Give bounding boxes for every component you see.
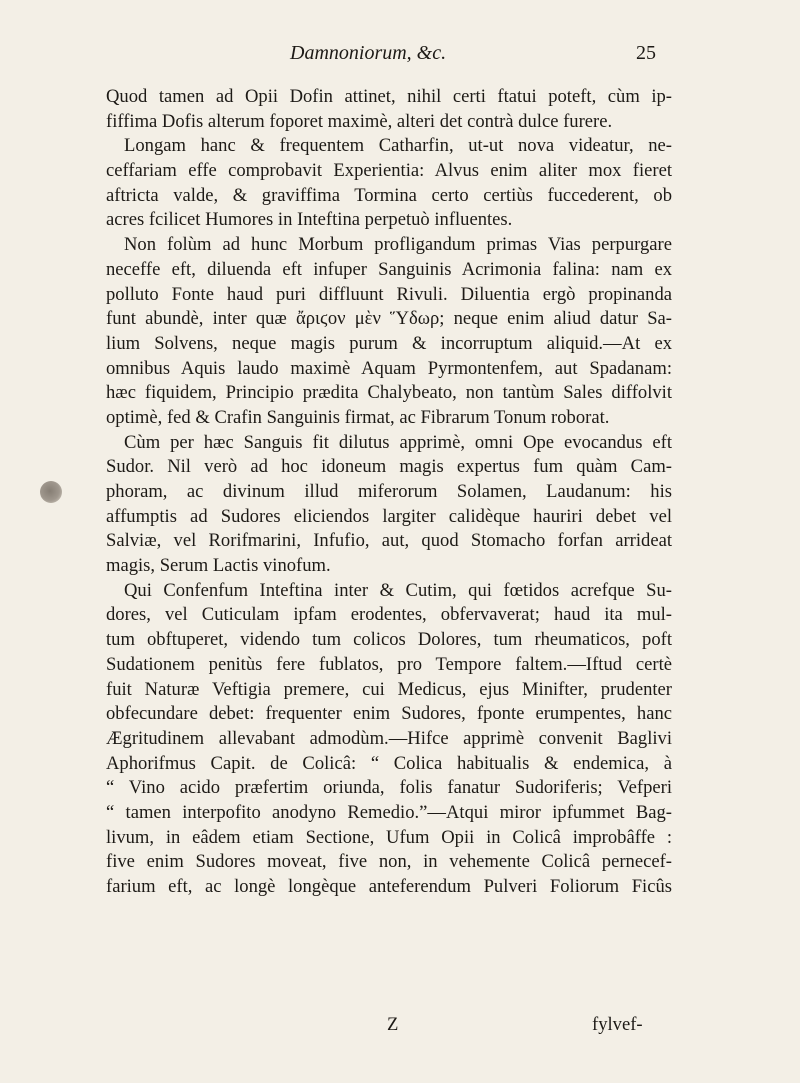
text-line: neceffe eft, diluenda eft infuper Sanguinis Acrimonia falina: nam ex	[106, 258, 672, 280]
text-line: phoram, ac divinum illud miferorum Solamen, Laudanum: his	[106, 481, 672, 502]
text-line: fiffima Dofis alterum foporet maximè, alteri det contrà dulce furere.	[106, 110, 613, 132]
text-line: aftricta valde, & graviffima Tormina certo certiùs fuccederent, ob	[106, 184, 672, 206]
text-line: tum obftuperet, videndo tum colicos Dolores, tum rheumaticos, poft	[106, 629, 672, 651]
text-line: Non folùm ad hunc Morbum profligandum primas Vias perpurgare	[124, 234, 672, 256]
paper-hole	[40, 481, 62, 503]
text-line: funt abundè, inter quæ ἄριϛον μὲν Ὕδωρ; neque enim aliud datur Sa-	[106, 308, 672, 330]
text-line: affumptis ad Sudores eliciendos largiter calidèque hauriri debet vel	[106, 505, 672, 527]
running-head	[0, 42, 800, 72]
text-line: ceffariam effe comprobavit Experientia: Alvus enim aliter mox fieret	[106, 160, 672, 182]
text-line: “ Vino acido præfertim oriunda, folis fanatur Sudoriferis; Vefperi	[106, 777, 672, 799]
text-line: Qui Confenfum Inteftina inter & Cutim, qui fœtidos acrefque Su-	[124, 579, 672, 601]
text-line: omnibus Aquis laudo maximè Aquam Pyrmontenfem, aut Spadanam:	[106, 357, 672, 379]
page-footer	[0, 1014, 800, 1040]
text-line: acres fcilicet Humores in Inteftina perpetuò influentes.	[106, 209, 513, 231]
text-line: optimè, fed & Crafin Sanguinis firmat, ac Fibrarum Tonum roborat.	[106, 406, 610, 428]
text-line: Sudor. Nil verò ad hoc idoneum magis expertus fum quàm Cam-	[106, 456, 672, 478]
text-line: dores, vel Cuticulam ipfam erodentes, obfervaverat; haud ita mul-	[106, 604, 672, 626]
text-line: lium Solvens, neque magis purum & incorruptum aliquid.—At ex	[106, 332, 672, 354]
text-line: Salviæ, vel Rorifmarini, Infufio, aut, quod Stomacho forfan arrideat	[106, 530, 672, 552]
signature-mark: Z	[387, 1014, 399, 1035]
text-line: Cùm per hæc Sanguis fit dilutus apprimè, omni Ope evocandus eft	[124, 431, 672, 453]
text-line: magis, Serum Lactis vinofum.	[106, 555, 331, 577]
text-line: livum, in eâdem etiam Sectione, Ufum Opii in Colicâ improbâffe :	[106, 826, 672, 848]
text-line: Sudationem penitùs fere fublatos, pro Tempore faltem.—Iftud certè	[106, 653, 672, 675]
running-title: Damnoniorum, &c.	[290, 42, 447, 64]
text-line: five enim Sudores moveat, five non, in vehemente Colicâ pernecef-	[106, 851, 672, 873]
text-line: polluto Fonte haud puri diffluunt Rivuli. Diluentia ergò propinanda	[106, 283, 672, 305]
text-line: fuit Naturæ Veftigia premere, cui Medicus, ejus Minifter, prudenter	[106, 678, 672, 700]
text-line: farium eft, ac longè longèque anteferendum Pulveri Foliorum Ficûs	[106, 876, 672, 897]
body-text	[106, 85, 672, 900]
text-line: obfecundare debet: frequenter enim Sudores, fponte erumpentes, hanc	[106, 703, 672, 725]
text-line: “ tamen interpofito anodyno Remedio.”—Atqui miror ipfummet Bag-	[106, 801, 672, 823]
text-line: Ægritudinem allevabant admodùm.—Hifce apprimè convenit Baglivi	[106, 727, 672, 749]
text-line: Longam hanc & frequentem Catharfin, ut-ut nova videatur, ne-	[124, 135, 672, 157]
text-line: Quod tamen ad Opii Dofin attinet, nihil certi ftatui poteft, cùm ip-	[106, 86, 672, 107]
text-line: Aphorifmus Capit. de Colicâ: “ Colica habitualis & endemica, à	[106, 752, 672, 774]
text-line: hæc fiquidem, Principio prædita Chalybeato, non tantùm Sales diffolvit	[106, 382, 672, 404]
page-number: 25	[636, 42, 656, 64]
catchword: fylvef-	[592, 1014, 643, 1035]
